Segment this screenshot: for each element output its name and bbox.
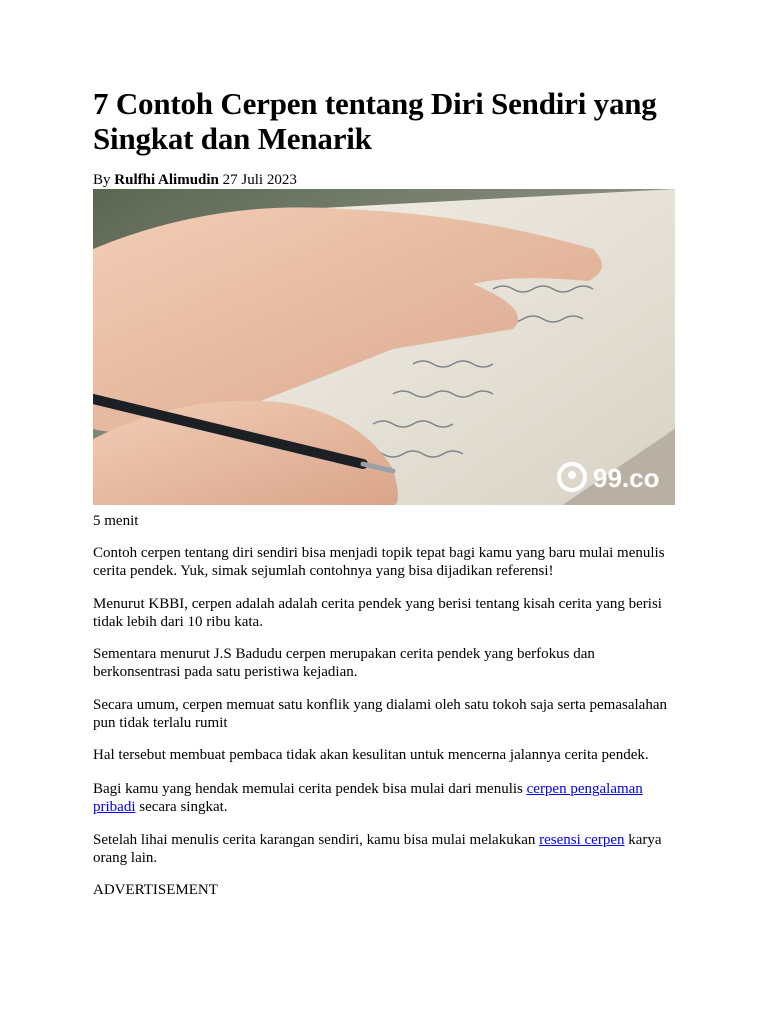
byline-prefix: By bbox=[93, 172, 111, 188]
article-title: 7 Contoh Cerpen tentang Diri Sendiri yang Singkat dan Menarik bbox=[93, 86, 657, 156]
paragraph-start bbox=[93, 781, 683, 816]
paragraph-review bbox=[93, 832, 683, 867]
paragraph-conflict: Secara umum, cerpen memuat satu konflik yang dialami oleh satu tokoh saja serta pemasalahan pun tidak terlalu rumit bbox=[93, 697, 667, 731]
byline bbox=[93, 171, 297, 189]
paragraph-kbbi: Menurut KBBI, cerpen adalah adalah cerita pendek yang berisi tentang kisah cerita yang berisi tidak lebih dari 10 ribu kata. bbox=[93, 596, 662, 630]
link-cerpen-pengalaman-pribadi[interactable]: cerpen pengalaman pribadi bbox=[93, 781, 643, 815]
paragraph-review-text: Setelah lihai menulis cerita karangan sendiri, kamu bisa mulai melakukan bbox=[93, 832, 540, 848]
logo-text: 99.co bbox=[593, 463, 660, 493]
link-resensi-cerpen[interactable]: resensi cerpen bbox=[539, 832, 625, 848]
paragraph-reader: Hal tersebut membuat pembaca tidak akan kesulitan untuk mencerna jalannya cerita pendek. bbox=[93, 747, 649, 763]
paragraph-review-tail: karya orang lain. bbox=[93, 832, 662, 866]
paragraph-start-text: Bagi kamu yang hendak memulai cerita pendek bisa mulai dari menulis bbox=[93, 781, 527, 797]
publish-date: 27 Juli 2023 bbox=[222, 172, 297, 188]
paragraph-intro: Contoh cerpen tentang diri sendiri bisa menjadi topik tepat bagi kamu yang baru mulai menulis cerita pendek. Yuk, simak sejumlah contohnya yang bisa dijadikan referensi! bbox=[93, 545, 665, 579]
paragraph-badudu: Sementara menurut J.S Badudu cerpen merupakan cerita pendek yang berfokus dan berkonsentrasi pada satu peristiwa kejadian. bbox=[93, 646, 595, 680]
advertisement-label: ADVERTISEMENT bbox=[93, 882, 218, 898]
hero-image bbox=[93, 189, 675, 505]
read-time: 5 menit bbox=[93, 513, 139, 529]
author-name[interactable]: Rulfhi Alimudin bbox=[114, 172, 219, 188]
paragraph-start-tail: secara singkat. bbox=[135, 798, 228, 815]
